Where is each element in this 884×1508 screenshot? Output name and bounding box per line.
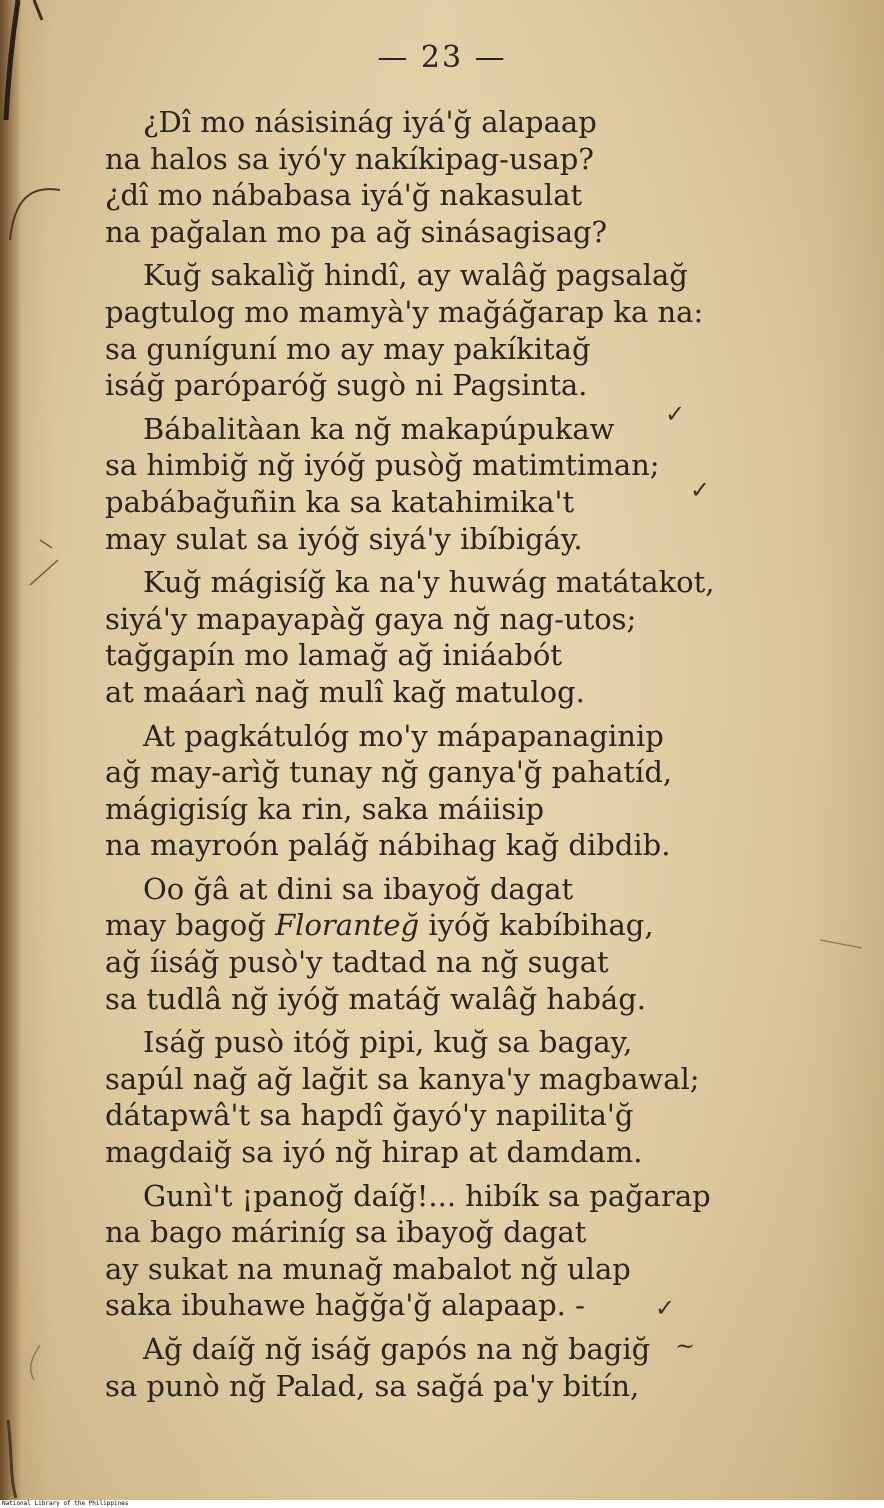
poem-line: may bagoğ Floranteğ iyóğ kabíbihag, <box>105 908 654 943</box>
check-mark: ✓ <box>690 476 711 504</box>
stanza <box>105 564 845 710</box>
italic-name: Floranteğ <box>275 908 420 943</box>
stanza <box>105 1331 845 1404</box>
stanza <box>105 257 845 403</box>
poem-line: Kuğ mágisíğ ka na'y huwág matátakot, <box>143 565 715 600</box>
poem-line: sapúl nağ ağ lağit sa kanya'y magbawal; <box>105 1061 700 1096</box>
stanza <box>105 871 845 1017</box>
poem-line: magdaiğ sa iyó nğ hirap at damdam. <box>105 1135 643 1170</box>
poem-line: sa himbiğ nğ iyóğ pusòğ matimtiman; <box>105 448 660 483</box>
tilde-mark: ~ <box>675 1332 696 1360</box>
poem-line: Isáğ pusò itóğ pipi, kuğ sa bagay, <box>143 1025 633 1060</box>
poem-line: tağgapín mo lamağ ağ iniáabót <box>105 638 562 673</box>
poem-line: ağ íisáğ pusò'y tadtad na nğ sugat <box>105 945 609 980</box>
poem-line: sa guníguní mo ay may pakíkitağ <box>105 331 591 366</box>
stanza <box>105 411 845 557</box>
poem-line: na pağalan mo pa ağ sinásagisag? <box>105 214 608 249</box>
poem-line: na halos sa iyó'y nakíkipag-usap? <box>105 141 594 176</box>
poem-line: isáğ paróparóğ sugò ni Pagsinta. <box>105 368 588 403</box>
stanza <box>105 1024 845 1170</box>
footer-credit: National Library of the Philippines <box>2 1500 129 1507</box>
footer-band <box>0 1500 884 1508</box>
check-mark: ✓ <box>665 400 686 428</box>
poem-line: sa punò nğ Palad, sa sağá pa'y bitín, <box>105 1368 640 1403</box>
poem-line: Bábalitàan ka nğ makapúpukaw <box>143 411 615 446</box>
poem-line: dátapwâ't sa hapdî ğayó'y napilita'ğ <box>105 1098 634 1133</box>
poem-line: ¿Dî mo násisinág iyá'ğ alapaap <box>143 105 597 139</box>
poem-line: na mayroón paláğ nábihag kağ dibdib. <box>105 828 671 863</box>
poem-line: pabábağuñin ka sa katahimika't <box>105 484 575 519</box>
stanza <box>105 718 845 864</box>
poem-line: at maáarì nağ mulî kağ matulog. <box>105 674 585 709</box>
poem-line: saka ibuhawe hağğa'ğ alapaap. - <box>105 1288 585 1323</box>
poem-line: Oo ğâ at dini sa ibayoğ dagat <box>143 871 574 906</box>
poem-line: siyá'y mapayapàğ gaya nğ nag-utos; <box>105 601 637 636</box>
poem-line: ¿dî mo nábabasa iyá'ğ nakasulat <box>105 178 583 213</box>
stanza <box>105 104 845 250</box>
poem-line: sa tudlâ nğ iyóğ matáğ walâğ habág. <box>105 981 647 1016</box>
poem-body <box>105 104 845 1411</box>
poem-line: mágigisíg ka rin, saka máiisip <box>105 791 545 826</box>
poem-line: Gunì't ¡panoğ daíğ!... hibík sa pağarap <box>143 1178 711 1213</box>
check-mark: ✓ <box>655 1294 676 1322</box>
stanza <box>105 1178 845 1324</box>
poem-line: na bago máriníg sa ibayoğ dagat <box>105 1215 587 1250</box>
page-number: — 23 — <box>377 40 507 75</box>
poem-line: Ağ daíğ nğ isáğ gapós na nğ bagiğ <box>143 1332 651 1366</box>
poem-line: Kuğ sakalìğ hindî, ay walâğ pagsalağ <box>143 258 688 293</box>
poem-line: pagtulog mo mamyà'y mağáğarap ka na: <box>105 294 704 329</box>
poem-line: ay sukat na munağ mabalot nğ ulap <box>105 1251 631 1286</box>
poem-line: may sulat sa iyóğ siyá'y ibíbigáy. <box>105 521 583 556</box>
poem-line: At pagkátulóg mo'y mápapanaginip <box>143 718 664 753</box>
poem-line: ağ may-arìğ tunay nğ ganya'ğ pahatíd, <box>105 755 673 790</box>
